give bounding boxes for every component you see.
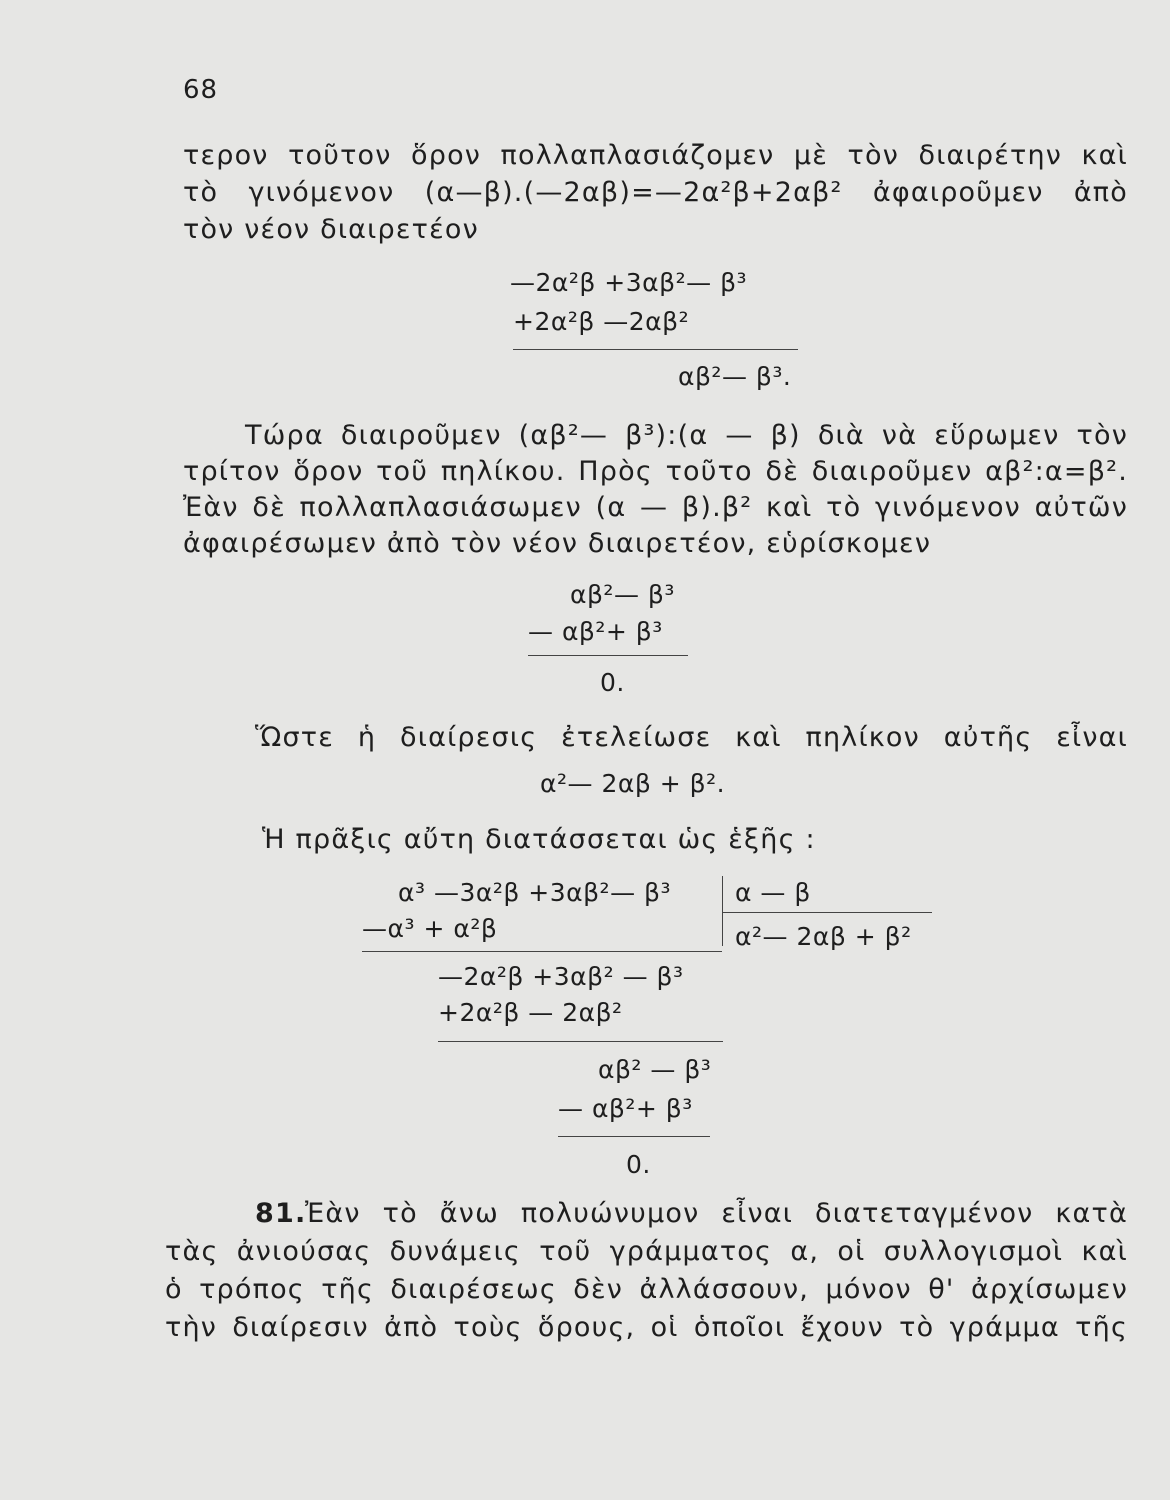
divisor-line xyxy=(722,912,932,913)
paragraph-line: τρίτον ὅρον τοῦ πηλίκου. Πρὸς τοῦτο δὲ διαιροῦμεν αβ²:α=β². xyxy=(183,456,1128,487)
remainder-result: 0. xyxy=(626,1150,651,1179)
paragraph-line: τὸν νέον διαιρετέον xyxy=(183,214,479,245)
divisor: α — β xyxy=(735,878,811,907)
paragraph-line: Τώρα διαιροῦμεν (αβ²— β³):(α — β) διὰ νὰ εὕρωμεν τὸν xyxy=(245,420,1128,451)
paragraph-line: τὰς ἀνιούσας δυνάμεις τοῦ γράμματος α, οἱ συλλογισμοὶ καὶ xyxy=(165,1236,1128,1267)
paragraph-line: Ἐὰν δὲ πολλαπλασιάσωμεν (α — β).β² καὶ τὸ γινόμενον αὐτῶν xyxy=(183,492,1128,523)
subtraction-result: 0. xyxy=(600,668,625,697)
paragraph-line: ὁ τρόπος τῆς διαιρέσεως δὲν ἀλλάσσουν, μόνον θ' ἀρχίσωμεν xyxy=(165,1274,1128,1305)
subtraction-result: αβ²— β³. xyxy=(678,362,792,391)
quotient: α²— 2αβ + β² xyxy=(735,922,912,951)
subtraction-row: — αβ²+ β³ xyxy=(528,617,663,646)
remainder-row: αβ² — β³ xyxy=(598,1055,712,1084)
subtraction-row: —2α²β +3αβ²— β³ xyxy=(510,268,748,297)
paragraph-line: τὴν διαίρεσιν ἀπὸ τοὺς ὅρους, οἱ ὁποῖοι ἔχουν τὸ γράμμα τῆς xyxy=(165,1312,1128,1343)
subtraction-line xyxy=(438,1041,723,1042)
subtraction-line xyxy=(513,349,798,350)
division-bar xyxy=(722,876,723,946)
paragraph-line: Ἡ πρᾶξις αὔτη διατάσσεται ὡς ἑξῆς : xyxy=(262,824,816,855)
paragraph-line: ἀφαιρέσωμεν ἀπὸ τὸν νέον διαιρετέον, εὑρίσκομεν xyxy=(183,528,932,559)
paragraph-line: Ὥστε ἡ διαίρεσις ἐτελείωσε καὶ πηλίκον αὐτῆς εἶναι xyxy=(255,722,1128,753)
subtraction-row: αβ²— β³ xyxy=(570,580,675,609)
subtraction-line xyxy=(362,951,722,952)
section-number: 81. xyxy=(255,1198,307,1229)
paragraph-line: τερον τοῦτον ὅρον πολλαπλασιάζομεν μὲ τὸν διαιρέτην καὶ xyxy=(183,140,1128,171)
subtraction-row: +2α²β —2αβ² xyxy=(513,307,690,336)
subtraction-line xyxy=(558,1136,710,1137)
paragraph-line: τὸ γινόμενον (α—β).(—2αβ)=—2α²β+2αβ² ἀφαιροῦμεν ἀπὸ xyxy=(183,177,1128,208)
quotient-result: α²— 2αβ + β². xyxy=(540,769,726,798)
dividend: α³ —3α²β +3αβ²— β³ xyxy=(398,878,671,907)
subtraction-row: — αβ²+ β³ xyxy=(558,1094,693,1123)
subtraction-row: +2α²β — 2αβ² xyxy=(438,998,623,1027)
subtraction-line xyxy=(528,655,688,656)
page-number: 68 xyxy=(183,75,219,105)
paragraph-line: Ἐὰν τὸ ἄνω πολυώνυμον εἶναι διατεταγμένον κατὰ xyxy=(305,1198,1128,1229)
subtraction-row: —α³ + α²β xyxy=(362,914,498,943)
remainder-row: —2α²β +3αβ² — β³ xyxy=(438,962,684,991)
